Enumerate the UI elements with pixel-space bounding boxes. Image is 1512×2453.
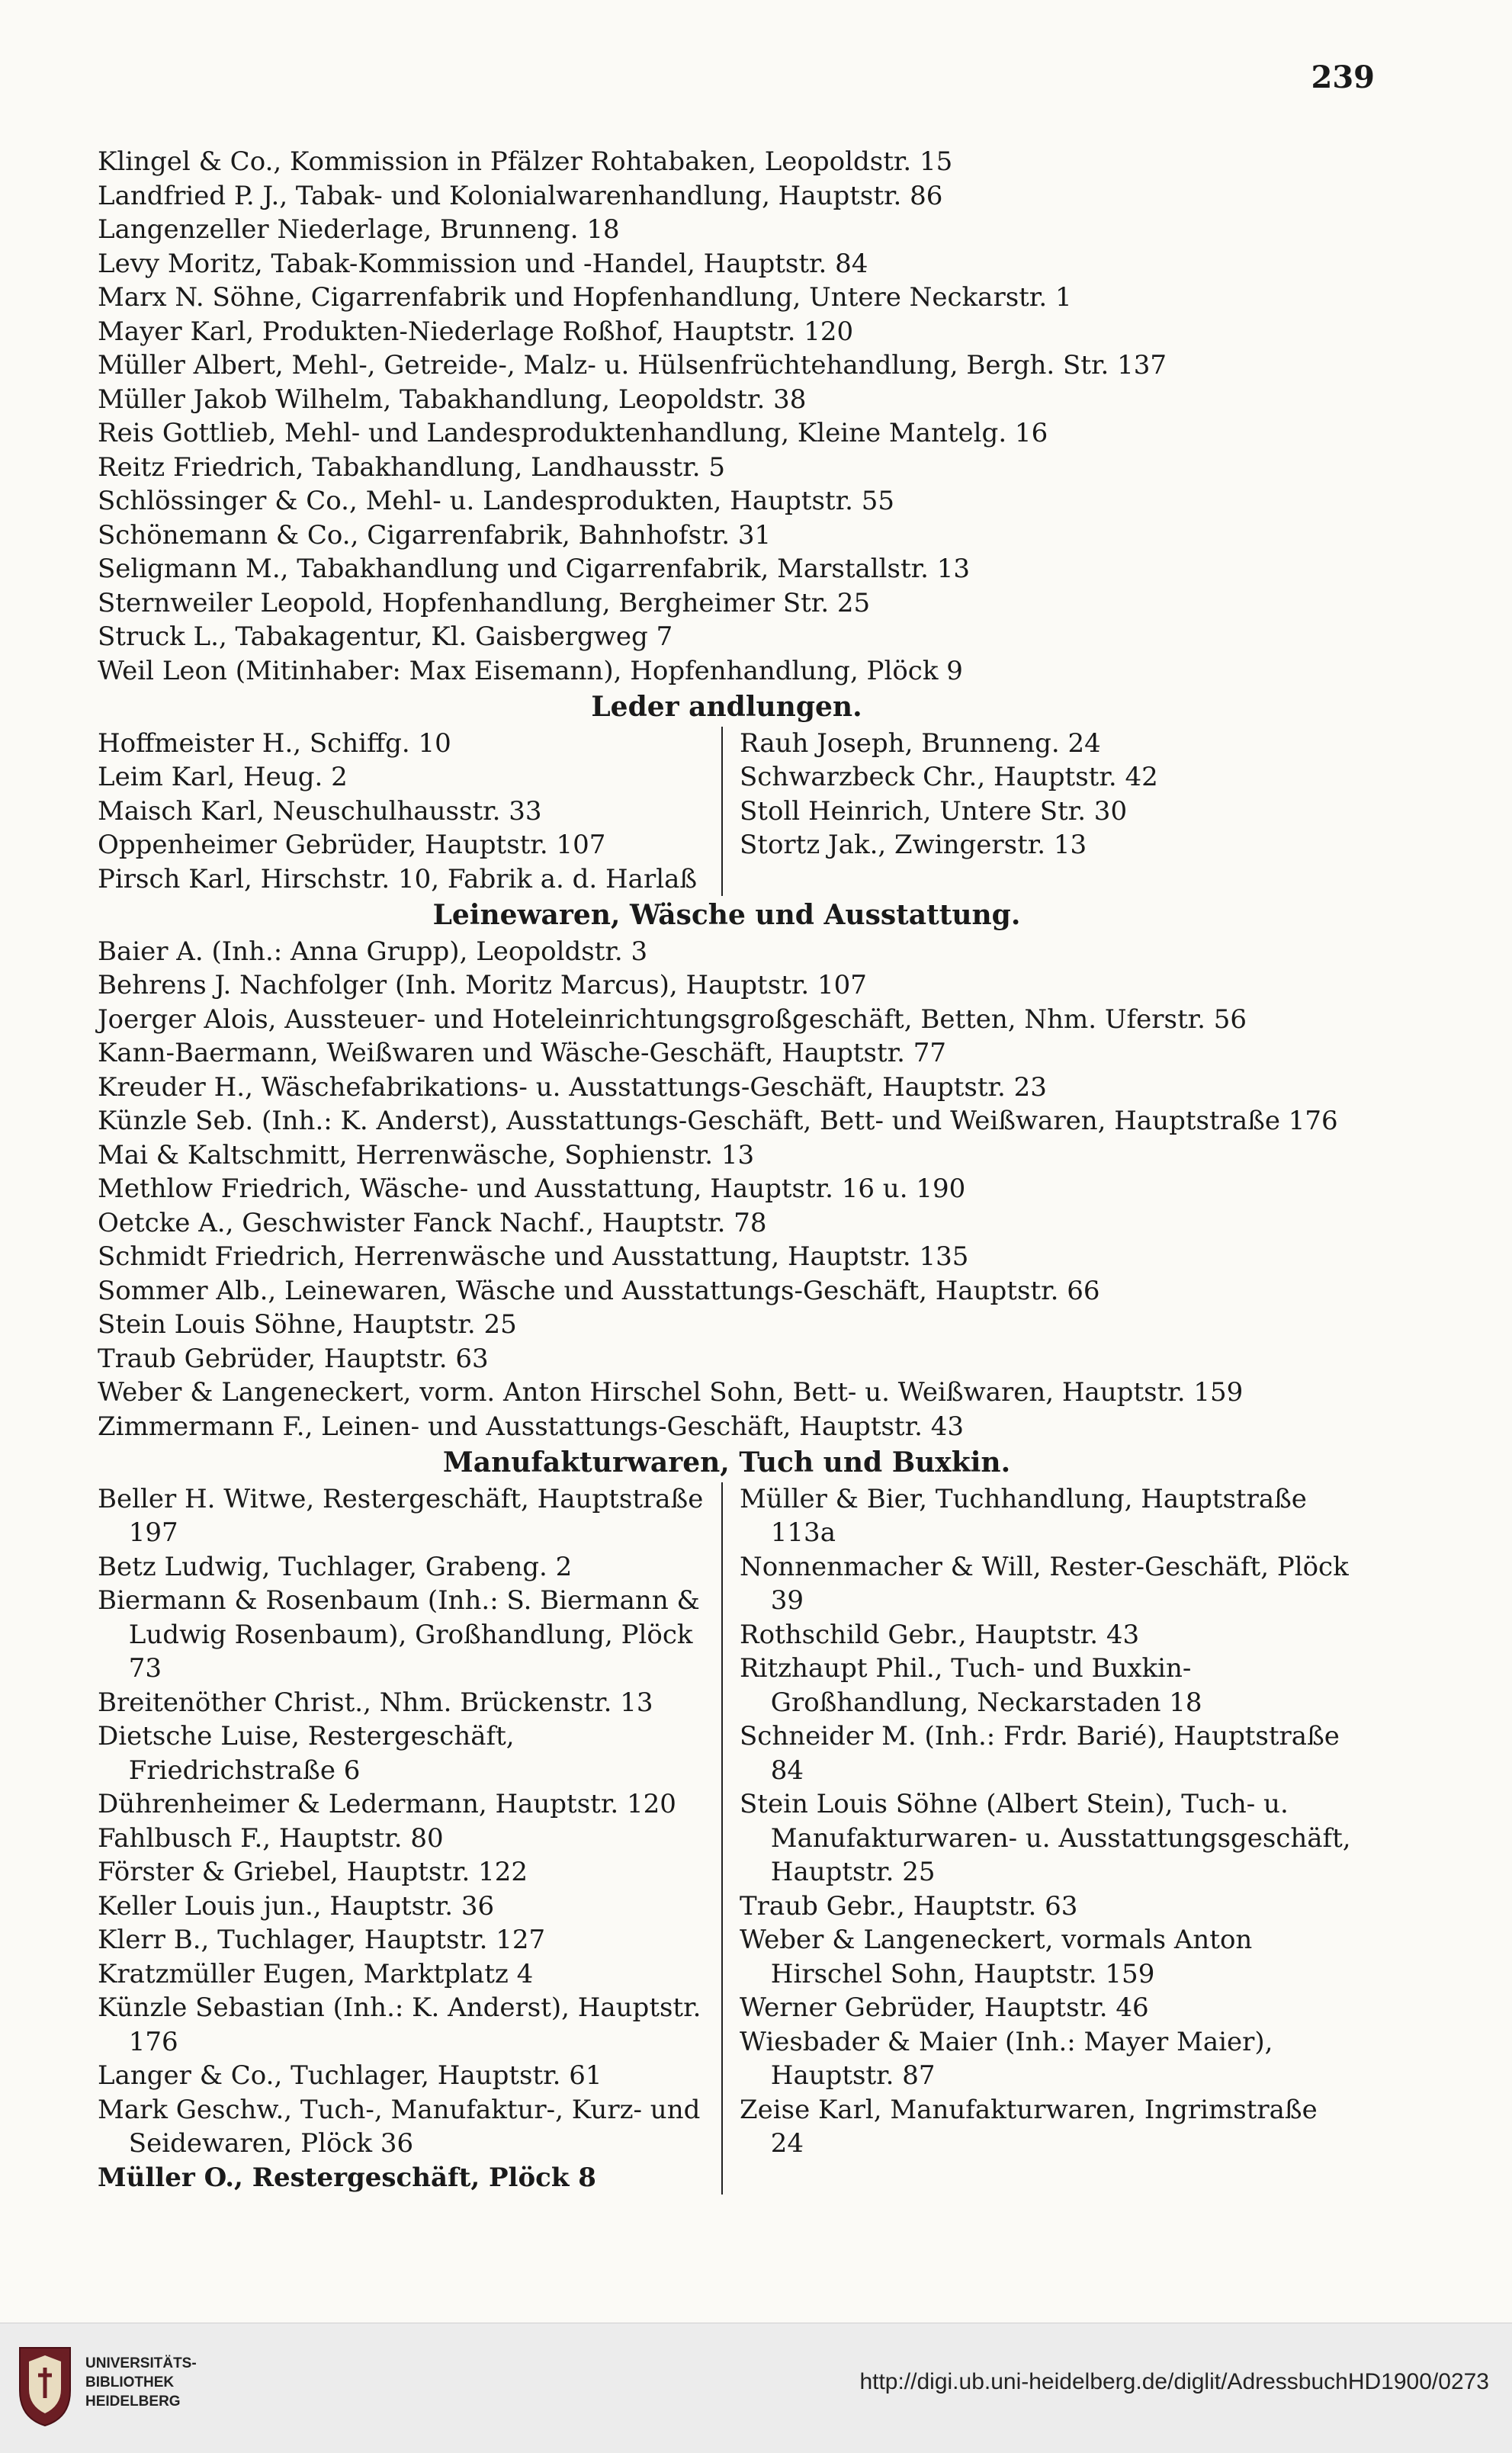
directory-entry: Mai & Kaltschmitt, Herrenwäsche, Sophienstr. 13 [98,1139,755,1170]
university-seal-icon [15,2345,75,2429]
library-line: HEIDELBERG [85,2394,181,2410]
directory-entry: Weber & Langeneckert, vorm. Anton Hirschel Sohn, Bett- u. Weißwaren, Hauptstr. 159 [98,1377,1244,1408]
directory-entry: Beller H. Witwe, Restergeschäft, Hauptstraße 197 [98,1483,704,1548]
directory-entry: Stoll Heinrich, Untere Str. 30 [740,795,1128,827]
directory-entry: Leim Karl, Heug. 2 [98,762,348,792]
directory-entry: Werner Gebrüder, Hauptstr. 46 [740,1992,1149,2023]
directory-entry: Schneider M. (Inh.: Frdr. Barié), Hauptstraße 84 [740,1721,1340,1786]
directory-entry: Mark Geschw., Tuch-, Manufaktur-, Kurz- und Seidewaren, Plöck 36 [98,2094,701,2159]
directory-entry: Levy Moritz, Tabak-Kommission und -Handel, Hauptstr. 84 [98,248,868,279]
library-line: UNIVERSITÄTS- [85,2355,197,2371]
directory-entry: Künzle Sebastian (Inh.: K. Anderst), Hauptstr. 176 [98,1992,701,2057]
directory-entry: Traub Gebr., Hauptstr. 63 [740,1890,1078,1922]
directory-entry: Rothschild Gebr., Hauptstr. 43 [740,1619,1140,1650]
directory-entry: Künzle Seb. (Inh.: K. Anderst), Ausstattungs-Geschäft, Bett- und Weißwaren, Hauptstraße 176 [98,1106,1338,1136]
directory-entry: Förster & Griebel, Hauptstr. 122 [98,1857,528,1887]
directory-entry: Zeise Karl, Manufakturwaren, Ingrimstraße 24 [740,2094,1318,2159]
source-url[interactable]: http://digi.ub.uni-heidelberg.de/diglit/AdressbuchHD1900/0273 [859,2369,1489,2394]
directory-entry: Joerger Alois, Aussteuer- und Hoteleinrichtungsgroßgeschäft, Betten, Nhm. Uferstr. 56 [98,1003,1247,1035]
directory-entry: Marx N. Söhne, Cigarrenfabrik und Hopfenhandlung, Untere Neckarstr. 1 [98,282,1072,313]
directory-entry: Dührenheimer & Ledermann, Hauptstr. 120 [98,1789,676,1819]
directory-entry: Zimmermann F., Leinen- und Ausstattungs-Geschäft, Hauptstr. 43 [98,1411,964,1442]
directory-entry: Müller Albert, Mehl-, Getreide-, Malz- u. Hülsenfrüchtehandlung, Bergh. Str. 137 [98,350,1167,380]
directory-entry: Klerr B., Tuchlager, Hauptstr. 127 [98,1925,546,1955]
directory-entry: Schlössinger & Co., Mehl- u. Landesprodukten, Hauptstr. 55 [98,486,894,516]
directory-entry: Stein Louis Söhne (Albert Stein), Tuch- u. Manufakturwaren- u. Ausstattungsgeschäft, Hauptstr. 25 [740,1789,1351,1887]
directory-entry: Rauh Joseph, Brunneng. 24 [740,727,1101,759]
directory-entry: Schmidt Friedrich, Herrenwäsche und Ausstattung, Hauptstr. 135 [98,1241,969,1272]
directory-entry: Dietsche Luise, Restergeschäft, Friedrichstraße 6 [98,1721,515,1786]
directory-entry: Fahlbusch F., Hauptstr. 80 [98,1822,444,1854]
manufaktur-left-column [98,1482,723,2195]
directory-entry: Ritzhaupt Phil., Tuch- und Buxkin-Großhandlung, Neckarstaden 18 [740,1653,1202,1718]
directory-entry: Mayer Karl, Produkten-Niederlage Roßhof, Hauptstr. 120 [98,316,854,347]
directory-entry: Betz Ludwig, Tuchlager, Grabeng. 2 [98,1551,573,1582]
leder-left-column [98,727,723,897]
directory-entry: Müller Jakob Wilhelm, Tabakhandlung, Leopoldstr. 38 [98,384,807,415]
directory-entry: Müller O., Restergeschäft, Plöck 8 [98,2162,596,2193]
directory-entry: Kreuder H., Wäschefabrikations- u. Ausstattungs-Geschäft, Hauptstr. 23 [98,1071,1047,1103]
directory-entry: Oppenheimer Gebrüder, Hauptstr. 107 [98,830,606,860]
directory-entry: Stein Louis Söhne, Hauptstr. 25 [98,1309,517,1340]
leder-right-column [730,727,1356,897]
directory-entry: Langenzeller Niederlage, Brunneng. 18 [98,214,620,245]
page-number: 239 [1311,59,1375,95]
heading-leder: Leder andlungen. [591,691,862,723]
directory-entry: Seligmann M., Tabakhandlung und Cigarrenfabrik, Marstallstr. 13 [98,554,971,584]
library-line: BIBLIOTHEK [85,2374,175,2390]
directory-entry: Breitenöther Christ., Nhm. Brückenstr. 13 [98,1687,653,1718]
directory-entry: Stortz Jak., Zwingerstr. 13 [740,830,1087,860]
directory-entry: Biermann & Rosenbaum (Inh.: S. Biermann & Ludwig Rosenbaum), Großhandlung, Plöck 73 [98,1585,700,1684]
heading-leinen: Leinewaren, Wäsche und Ausstattung. [432,899,1021,931]
leder-columns [98,727,1356,897]
heading-manufaktur: Manufakturwaren, Tuch und Buxkin. [442,1446,1011,1479]
leinen-section [98,935,1356,1444]
directory-entry: Maisch Karl, Neuschulhausstr. 33 [98,795,542,827]
directory-entry: Weber & Langeneckert, vormals Anton Hirschel Sohn, Hauptstr. 159 [740,1925,1253,1989]
manufaktur-right-column [730,1482,1356,2195]
directory-entry: Keller Louis jun., Hauptstr. 36 [98,1890,495,1922]
directory-entry: Baier A. (Inh.: Anna Grupp), Leopoldstr. 3 [98,936,648,967]
directory-entry: Landfried P. J., Tabak- und Kolonialwarenhandlung, Hauptstr. 86 [98,180,943,211]
directory-entry: Schwarzbeck Chr., Hauptstr. 42 [740,762,1158,792]
directory-entry: Wiesbader & Maier (Inh.: Mayer Maier), Hauptstr. 87 [740,2026,1273,2091]
directory-entry: Kann-Baermann, Weißwaren und Wäsche-Geschäft, Hauptstr. 77 [98,1038,947,1068]
directory-entry: Sommer Alb., Leinewaren, Wäsche und Ausstattungs-Geschäft, Hauptstr. 66 [98,1275,1100,1306]
directory-entry: Methlow Friedrich, Wäsche- und Ausstattung, Hauptstr. 16 u. 190 [98,1174,966,1204]
manufaktur-columns [98,1482,1356,2195]
tobacco-hops-section [98,145,1356,688]
directory-entry: Langer & Co., Tuchlager, Hauptstr. 61 [98,2060,602,2091]
directory-entry: Hoffmeister H., Schiffg. 10 [98,727,451,759]
directory-entry: Schönemann & Co., Cigarrenfabrik, Bahnhofstr. 31 [98,519,772,551]
directory-entry: Weil Leon (Mitinhaber: Max Eisemann), Hopfenhandlung, Plöck 9 [98,655,963,686]
directory-content [98,145,1356,2195]
library-footer [0,2323,1512,2453]
directory-entry: Struck L., Tabakagentur, Kl. Gaisbergweg 7 [98,621,673,652]
directory-entry: Müller & Bier, Tuchhandlung, Hauptstraße 113a [740,1483,1307,1548]
directory-entry: Nonnenmacher & Will, Rester-Geschäft, Plöck 39 [740,1551,1349,1616]
directory-entry: Kratzmüller Eugen, Marktplatz 4 [98,1958,534,1989]
directory-entry: Klingel & Co., Kommission in Pfälzer Rohtabaken, Leopoldstr. 15 [98,146,953,177]
directory-entry: Sternweiler Leopold, Hopfenhandlung, Bergheimer Str. 25 [98,587,871,618]
directory-entry: Reitz Friedrich, Tabakhandlung, Landhausstr. 5 [98,451,725,483]
directory-entry: Behrens J. Nachfolger (Inh. Moritz Marcus), Hauptstr. 107 [98,970,867,1000]
directory-entry: Oetcke A., Geschwister Fanck Nachf., Hauptstr. 78 [98,1207,767,1238]
directory-entry: Traub Gebrüder, Hauptstr. 63 [98,1343,489,1374]
library-name [85,2354,197,2411]
directory-entry: Reis Gottlieb, Mehl- und Landesproduktenhandlung, Kleine Mantelg. 16 [98,418,1048,448]
directory-entry: Pirsch Karl, Hirschstr. 10, Fabrik a. d. Harlaß [98,863,698,894]
